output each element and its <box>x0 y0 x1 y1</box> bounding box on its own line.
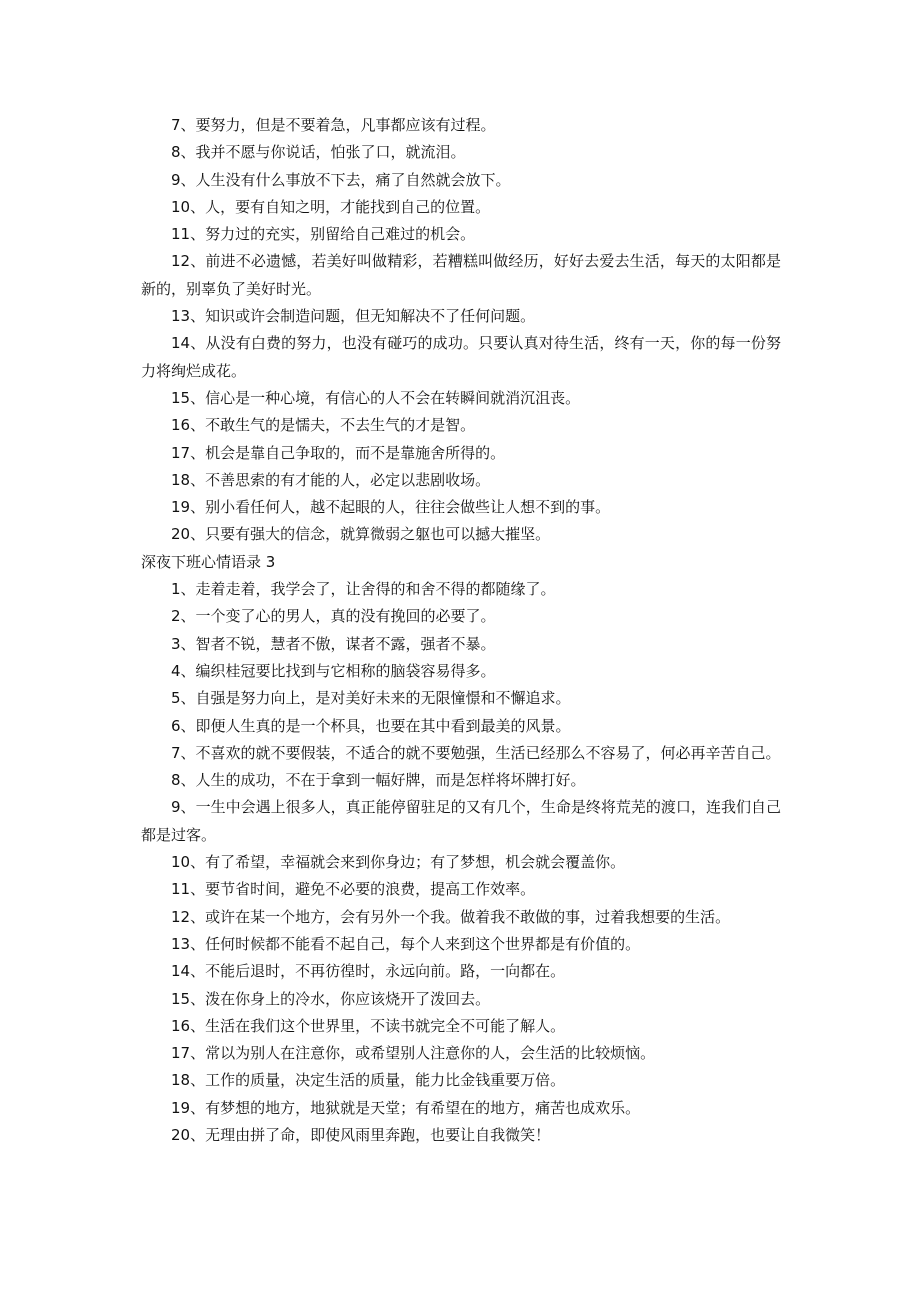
quote-item: 9、人生没有什么事放不下去，痛了自然就会放下。 <box>171 170 511 189</box>
section-title: 深夜下班心情语录 3 <box>141 552 276 571</box>
document-page <box>141 112 781 1149</box>
quote-item: 14、不能后退时，不再彷徨时，永远向前。路，一向都在。 <box>171 962 566 981</box>
quote-item: 11、要节省时间，避免不必要的浪费，提高工作效率。 <box>171 880 536 899</box>
quote-item: 20、只要有强大的信念，就算微弱之躯也可以撼大摧坚。 <box>171 525 551 544</box>
quote-item: 13、任何时候都不能看不起自己，每个人来到这个世界都是有价值的。 <box>171 934 641 953</box>
quote-item: 19、有梦想的地方，地狱就是天堂；有希望在的地方，痛苦也成欢乐。 <box>171 1098 641 1117</box>
quote-item: 4、编织桂冠要比找到与它相称的脑袋容易得多。 <box>171 661 496 680</box>
quote-item: 16、不敢生气的是懦夫，不去生气的才是智。 <box>171 416 476 435</box>
quote-item: 20、无理由拼了命，即使风雨里奔跑，也要让自我微笑！ <box>171 1125 551 1144</box>
quote-item: 16、生活在我们这个世界里，不读书就完全不可能了解人。 <box>171 1016 566 1035</box>
quote-item: 18、不善思索的有才能的人，必定以悲剧收场。 <box>171 470 491 489</box>
quote-item: 11、努力过的充实，别留给自己难过的机会。 <box>171 225 476 244</box>
quote-list-section-2 <box>141 112 781 549</box>
quote-item: 5、自强是努力向上，是对美好未来的无限憧憬和不懈追求。 <box>171 689 571 708</box>
quote-item: 8、我并不愿与你说话，怕张了口，就流泪。 <box>171 143 466 162</box>
quote-item: 17、机会是靠自己争取的，而不是靠施舍所得的。 <box>171 443 506 462</box>
quote-list-section-3 <box>141 576 781 1149</box>
quote-item: 17、常以为别人在注意你，或希望别人注意你的人，会生活的比较烦恼。 <box>171 1044 656 1063</box>
quote-item: 9、一生中会遇上很多人，真正能停留驻足的又有几个，生命是终将荒芜的渡口，连我们自己都是过客。 <box>141 798 781 844</box>
quote-item: 14、从没有白费的努力，也没有碰巧的成功。只要认真对待生活，终有一天，你的每一份努力将绚烂成花。 <box>141 334 781 380</box>
quote-item: 1、走着走着，我学会了，让舍得的和舍不得的都随缘了。 <box>171 580 556 599</box>
quote-item: 18、工作的质量，决定生活的质量，能力比金钱重要万倍。 <box>171 1071 566 1090</box>
quote-item: 7、要努力，但是不要着急，凡事都应该有过程。 <box>171 116 496 134</box>
quote-item: 2、一个变了心的男人，真的没有挽回的必要了。 <box>171 607 496 626</box>
quote-item: 7、不喜欢的就不要假装，不适合的就不要勉强，生活已经那么不容易了，何必再辛苦自己。 <box>171 743 781 762</box>
quote-item: 6、即便人生真的是一个杯具，也要在其中看到最美的风景。 <box>171 716 571 735</box>
quote-item: 12、前进不必遗憾，若美好叫做精彩，若糟糕叫做经历，好好去爱去生活，每天的太阳都是新的，别辜负了美好时光。 <box>141 252 781 298</box>
quote-item: 15、泼在你身上的冷水，你应该烧开了泼回去。 <box>171 989 491 1008</box>
quote-item: 3、智者不锐，慧者不傲，谋者不露，强者不暴。 <box>171 634 496 653</box>
quote-item: 19、别小看任何人，越不起眼的人，往往会做些让人想不到的事。 <box>171 498 611 517</box>
quote-item: 10、有了希望，幸福就会来到你身边；有了梦想，机会就会覆盖你。 <box>171 853 626 872</box>
quote-item: 12、或许在某一个地方，会有另外一个我。做着我不敢做的事，过着我想要的生活。 <box>171 907 731 926</box>
quote-item: 15、信心是一种心境，有信心的人不会在转瞬间就消沉沮丧。 <box>171 388 581 407</box>
quote-item: 13、知识或许会制造问题，但无知解决不了任何问题。 <box>171 307 536 326</box>
quote-item: 10、人，要有自知之明，才能找到自己的位置。 <box>171 197 491 216</box>
quote-item: 8、人生的成功，不在于拿到一幅好牌，而是怎样将坏牌打好。 <box>171 771 586 790</box>
